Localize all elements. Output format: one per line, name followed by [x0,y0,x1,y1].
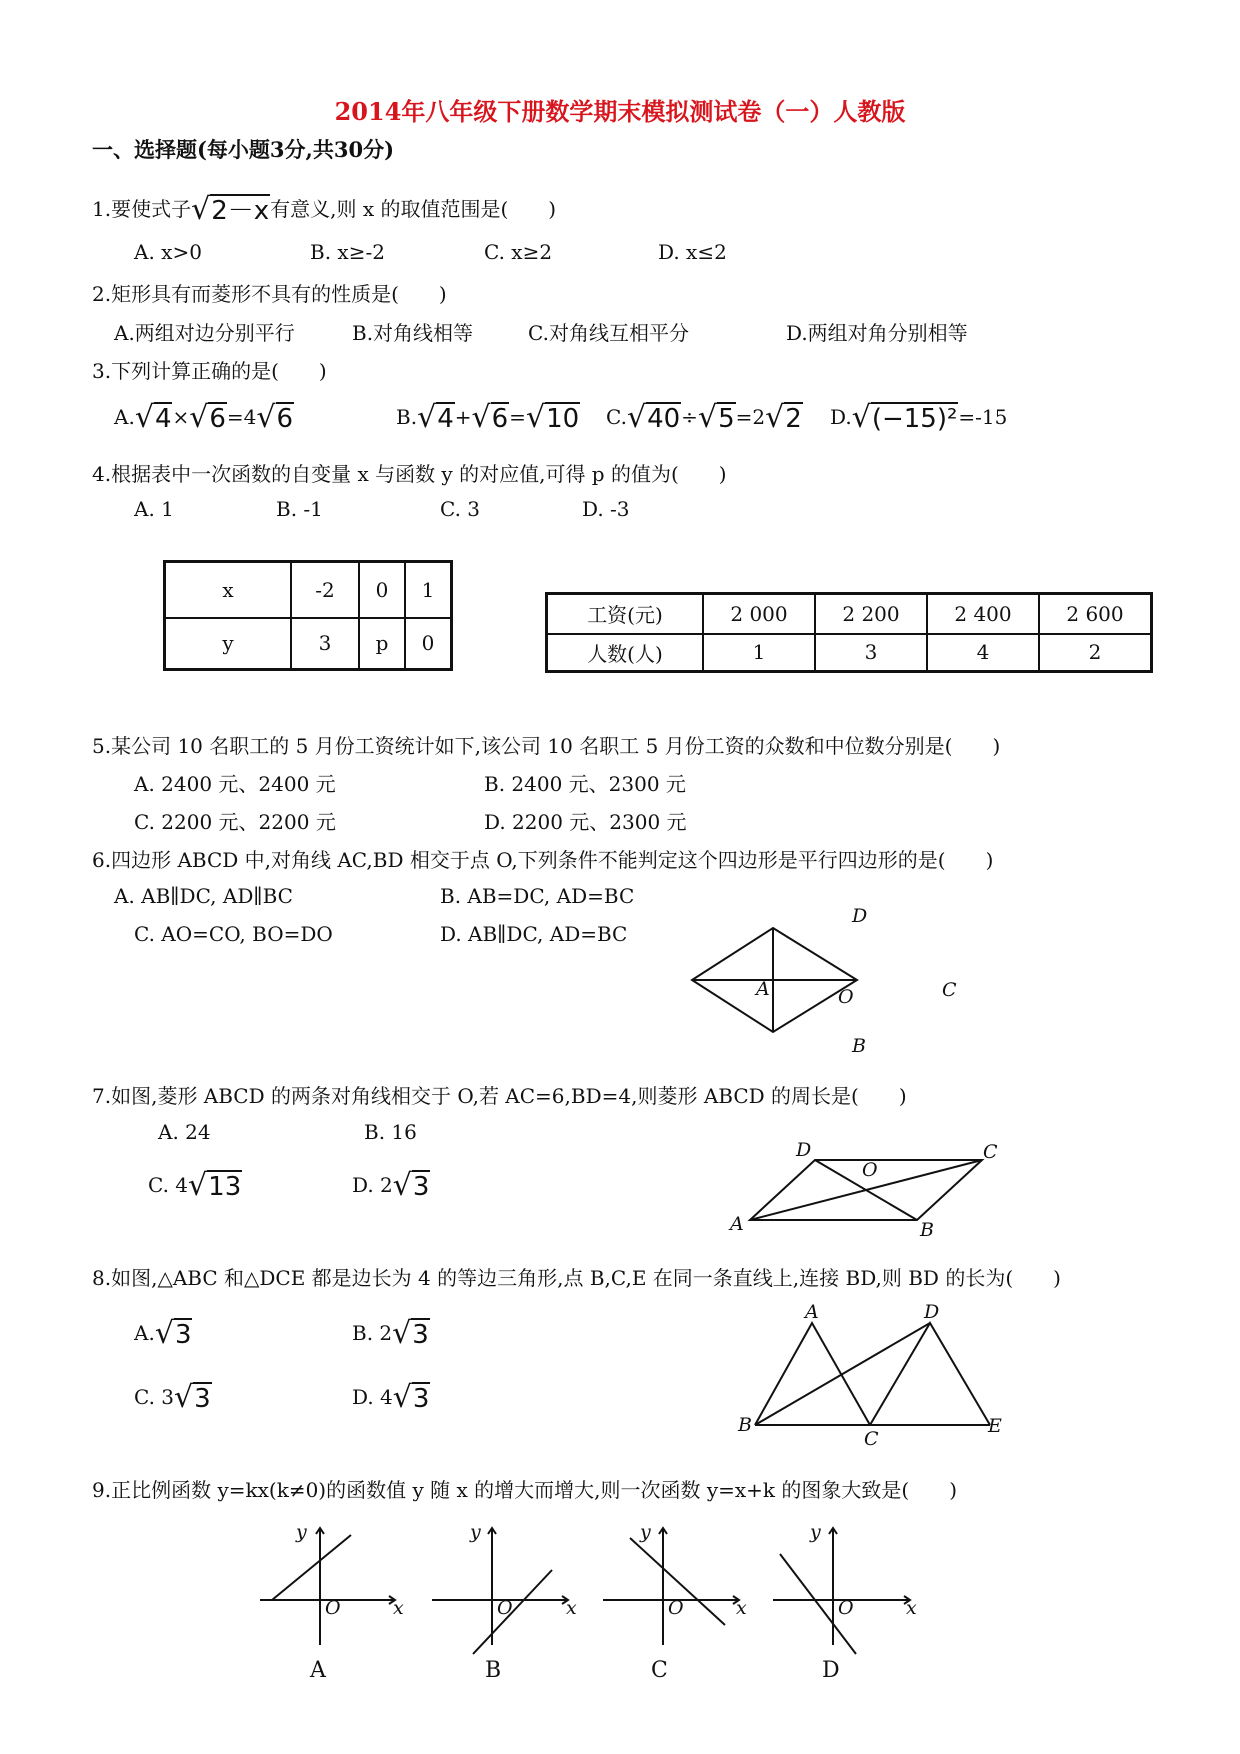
q9-d-caption: D [822,1658,840,1683]
q5-option-c: C. 2200 元、2200 元 [134,810,336,834]
table-cell: 2 600 [1039,594,1152,634]
table-cell: 4 [927,634,1039,672]
table-cell: p [359,618,405,670]
question-5: 5.某公司 10 名职工的 5 月份工资统计如下,该公司 10 名职工 5 月份工资的众数和中位数分别是( ) [92,734,1001,758]
q1-text-pre: 1.要使式子 [92,197,192,221]
q2-option-c: C.对角线互相平分 [528,321,689,345]
question-8: 8.如图,△ABC 和△DCE 都是边长为 4 的等边三角形,点 B,C,E 在同一条直线上,连接 BD,则 BD 的长为( ) [92,1266,1061,1290]
q1-radical: √2－x [191,192,270,227]
table-cell: 2 [1039,634,1152,672]
q8-label-d: D [924,1301,940,1323]
q7-option-a: A. 24 [158,1120,211,1144]
q6-label-a: A [756,978,770,1000]
q9-a-x-label: x [393,1597,404,1619]
q1-option-d: D. x≤2 [658,240,727,264]
q7-label-o: O [862,1159,878,1181]
q9-d-o-label: O [838,1597,854,1619]
q7-label-b: B [920,1219,934,1241]
table-cell: 2 400 [927,594,1039,634]
q9-b-x-label: x [566,1597,577,1619]
q5-option-b: B. 2400 元、2300 元 [484,772,686,796]
q9-d-x-label: x [906,1597,917,1619]
table-cell: 0 [359,562,405,618]
q9-b-o-label: O [497,1597,513,1619]
q2-option-d: D.两组对角分别相等 [786,321,968,345]
page-title: 2014年八年级下册数学期末模拟测试卷（一）人教版 [334,97,906,126]
q8-option-c: C. 3√3 [134,1380,211,1415]
table-cell: -2 [291,562,359,618]
q4-option-d: D. -3 [582,497,630,521]
question-9: 9.正比例函数 y=kx(k≠0)的函数值 y 随 x 的增大而增大,则一次函数 y=x+k 的图象大致是( ) [92,1478,957,1502]
q8-label-a: A [805,1301,819,1323]
q9-graph-c [603,1528,739,1645]
q1-option-a: A. x>0 [134,240,202,264]
table-cell: 3 [291,618,359,670]
table-cell: 2 200 [815,594,927,634]
q6-label-c: C [942,979,957,1001]
q6-label-o: O [838,986,854,1008]
q4-option-a: A. 1 [134,497,174,521]
q7-option-c: C. 4√13 [148,1168,242,1203]
question-4: 4.根据表中一次函数的自变量 x 与函数 y 的对应值,可得 p 的值为( ) [92,462,727,486]
table-cell: x [165,562,292,618]
q2-option-b: B.对角线相等 [352,321,474,345]
q9-graph-a [260,1528,395,1645]
q9-c-y-label: y [640,1521,651,1543]
q2-option-a: A.两组对边分别平行 [114,321,295,345]
q1-radicand: 2－x [211,196,270,226]
table-cell: 人数(人) [547,634,704,672]
q8-label-e: E [988,1415,1002,1437]
table-cell: 1 [405,562,452,618]
q9-a-y-label: y [296,1521,307,1543]
table-cell: 3 [815,634,927,672]
q1-option-c: C. x≥2 [484,240,553,264]
q9-a-caption: A [310,1658,326,1683]
q8-option-a: A.√3 [134,1316,192,1351]
q8-triangles-figure [755,1323,990,1425]
q7-label-c: C [983,1141,998,1163]
q8-option-d: D. 4√3 [352,1380,430,1415]
q3-option-c: C.√40÷√5=2√2 [606,400,802,435]
q9-d-y-label: y [810,1521,821,1543]
q6-option-d: D. AB∥DC, AD=BC [440,922,628,946]
question-7: 7.如图,菱形 ABCD 的两条对角线相交于 O,若 AC=6,BD=4,则菱形 ABCD 的周长是( ) [92,1084,907,1108]
q9-graph-d [773,1528,910,1654]
table-cell: y [165,618,292,670]
q6-label-d: D [852,905,868,927]
question-6: 6.四边形 ABCD 中,对角线 AC,BD 相交于点 O,下列条件不能判定这个四边形是平行四边形的是( ) [92,848,994,872]
q4-option-b: B. -1 [276,497,323,521]
q5-option-a: A. 2400 元、2400 元 [134,772,336,796]
q3-option-d: D.√(−15)²=-15 [830,400,1008,435]
q5-option-d: D. 2200 元、2300 元 [484,810,687,834]
q7-label-a: A [730,1213,744,1235]
q7-label-d: D [796,1139,812,1161]
q3-option-b: B.√4+√6=√10 [396,400,580,435]
q6-label-b: B [852,1035,866,1057]
question-3: 3.下列计算正确的是( ) [92,359,327,383]
q9-b-caption: B [485,1658,502,1683]
q9-c-x-label: x [736,1597,747,1619]
q9-c-caption: C [651,1658,668,1683]
q8-label-b: B [738,1414,752,1436]
q1-text-post: 有意义,则 x 的取值范围是( ) [270,197,557,221]
q7-option-d: D. 2√3 [352,1168,430,1203]
q9-b-y-label: y [470,1521,481,1543]
q7-option-b: B. 16 [364,1120,417,1144]
question-2: 2.矩形具有而菱形不具有的性质是( ) [92,282,447,306]
q3-option-a: A.√4×√6=4√6 [114,400,294,435]
table-cell: 1 [703,634,815,672]
q9-graph-b [432,1528,568,1654]
table-cell: 2 000 [703,594,815,634]
section-heading: 一、选择题(每小题3分,共30分) [92,137,395,162]
table-cell: 工资(元) [547,594,704,634]
q8-label-c: C [864,1428,879,1450]
q9-c-o-label: O [668,1597,684,1619]
q6-option-c: C. AO=CO, BO=DO [134,922,333,946]
q9-a-o-label: O [325,1597,341,1619]
q6-option-b: B. AB=DC, AD=BC [440,884,635,908]
q4-option-c: C. 3 [440,497,481,521]
q8-option-b: B. 2√3 [352,1316,429,1351]
q6-rhombus-figure [692,928,857,1032]
table-cell: 0 [405,618,452,670]
q6-option-a: A. AB∥DC, AD∥BC [114,884,293,908]
q1-option-b: B. x≥-2 [310,240,385,264]
